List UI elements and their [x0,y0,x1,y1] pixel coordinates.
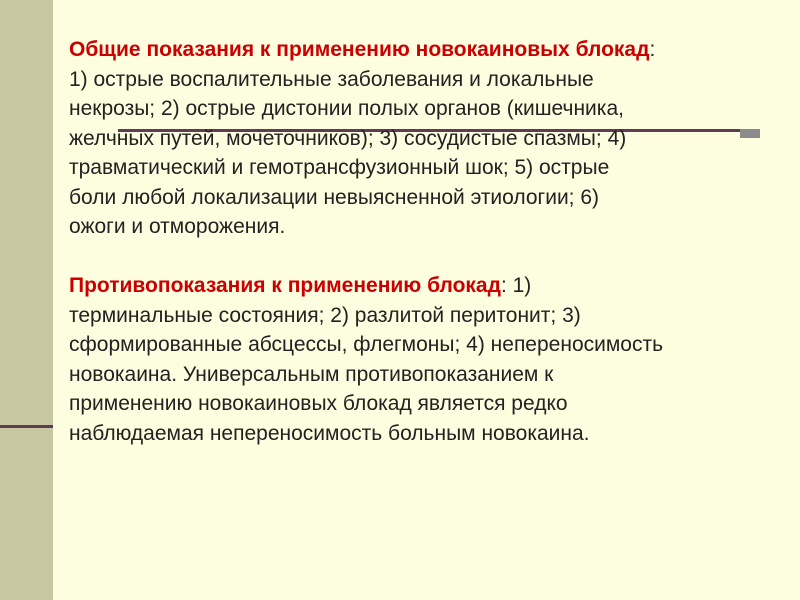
contraindications-line: : 1) [500,274,532,297]
indications-line: 1) острые воспалительные заболевания и локальные [69,67,594,91]
indications-line: : [649,38,656,61]
contraindications-heading: Противопоказания к применению блокад [69,274,501,297]
contraindications-paragraph [69,271,769,448]
indications-heading: Общие показания к применению новокаиновых блокад [69,38,650,61]
slide-content [69,35,769,448]
contraindications-line: новокаина. Универсальным противопоказанием к [69,362,554,386]
indications-line: травматический и гемотрансфузионный шок; 5) острые [69,156,610,179]
contraindications-line: сформированные абсцессы, флегмоны; 4) непереносимость [69,333,664,356]
contraindications-line: терминальные состояния; 2) разлитой перитонит; 3) [69,303,581,327]
contraindications-line: наблюдаемая непереносимость больным новокаина. [69,421,590,445]
side-band [0,0,53,600]
indications-paragraph [69,35,769,242]
contraindications-line: применению новокаиновых блокад является редко [69,392,568,415]
indications-line: ожоги и отморожения. [69,215,286,238]
indications-line: желчных путей, мочеточников); 3) сосудистые спазмы; 4) [69,126,627,150]
horizontal-rule-left [0,425,53,428]
indications-line: некрозы; 2) острые дистонии полых органов (кишечника, [69,97,624,120]
indications-line: боли любой локализации невыясненной этиологии; 6) [69,185,600,209]
